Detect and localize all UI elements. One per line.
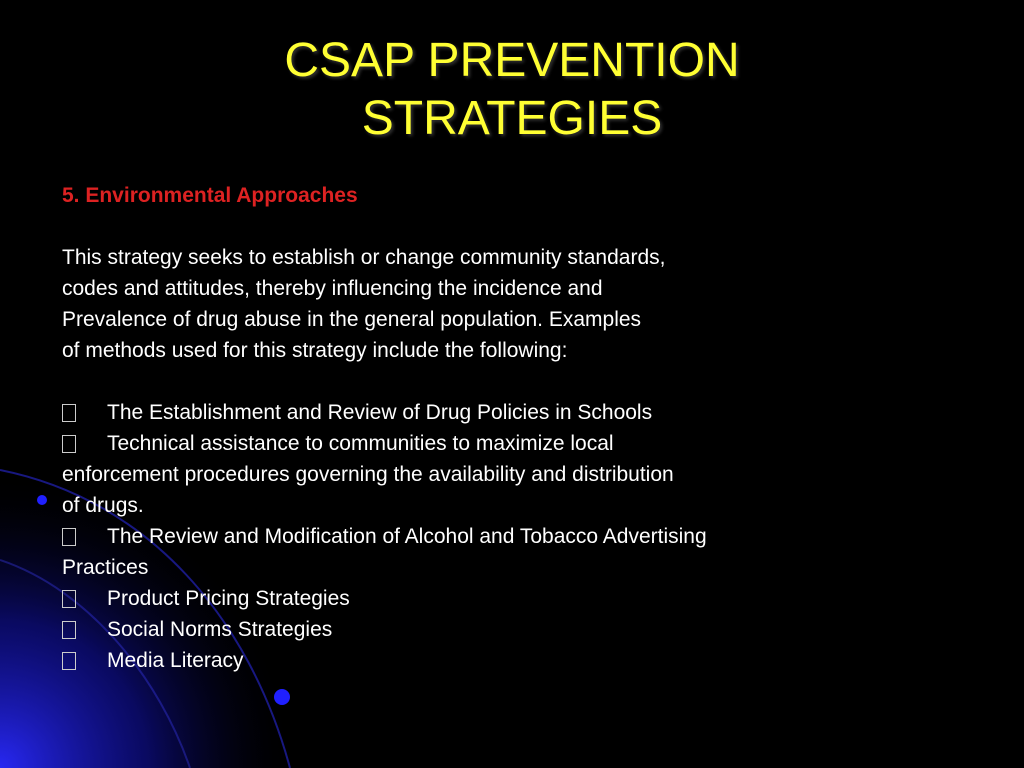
blank-line	[62, 366, 962, 397]
missing-glyph-box-icon	[62, 621, 76, 639]
list-item	[62, 428, 962, 521]
list-item-text: Practices	[62, 556, 149, 579]
missing-glyph-box-icon	[62, 652, 76, 670]
list-item-text: Technical assistance to communities to maximize local	[107, 432, 614, 455]
section-heading: 5. Environmental Approaches	[62, 184, 358, 207]
intro-paragraph	[62, 242, 962, 366]
methods-list	[62, 397, 962, 676]
list-item-text: Social Norms Strategies	[107, 618, 333, 641]
blank-line	[62, 211, 962, 242]
missing-glyph-box-icon	[62, 528, 76, 546]
swirl-dot-small	[37, 495, 47, 505]
list-item	[62, 645, 962, 676]
list-item-text: Product Pricing Strategies	[107, 587, 350, 610]
slide-title-line: CSAP PREVENTION	[284, 34, 740, 87]
swirl-dot-large	[274, 689, 290, 705]
paragraph-line: codes and attitudes, thereby influencing the incidence and	[62, 277, 603, 300]
list-item-text: Media Literacy	[107, 649, 244, 672]
list-item	[62, 521, 962, 583]
list-item-text: enforcement procedures governing the availability and distribution	[62, 463, 674, 486]
paragraph-line: Prevalence of drug abuse in the general population. Examples	[62, 308, 642, 331]
missing-glyph-box-icon	[62, 404, 76, 422]
list-item	[62, 397, 962, 428]
list-item	[62, 614, 962, 645]
list-item-text: The Review and Modification of Alcohol and Tobacco Advertising	[107, 525, 707, 548]
missing-glyph-box-icon	[62, 435, 76, 453]
paragraph-line: This strategy seeks to establish or change community standards,	[62, 246, 666, 269]
slide-title-line: STRATEGIES	[361, 92, 663, 145]
slide-body	[62, 180, 962, 676]
paragraph-line: of methods used for this strategy include the following:	[62, 339, 568, 362]
missing-glyph-box-icon	[62, 590, 76, 608]
slide-title	[0, 32, 1024, 148]
list-item-text: The Establishment and Review of Drug Policies in Schools	[107, 401, 653, 424]
list-item-text: of drugs.	[62, 494, 144, 517]
list-item	[62, 583, 962, 614]
